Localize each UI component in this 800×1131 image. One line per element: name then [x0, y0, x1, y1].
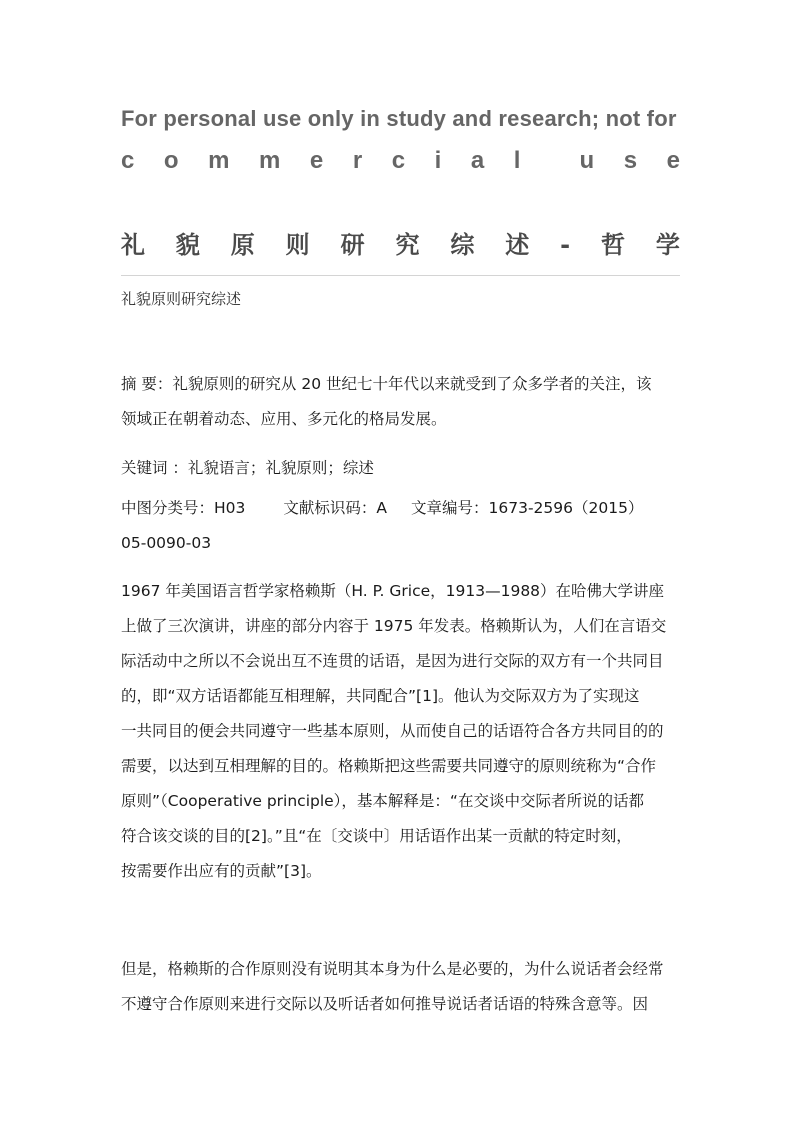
usage-notice-letter: i [434, 147, 442, 174]
title-char: 则 [285, 231, 310, 259]
body-line: 上做了三次演讲，讲座的部分内容于 1975 年发表。格赖斯认为，人们在言语交 [121, 617, 667, 635]
document-subtitle: 礼貌原则研究综述 [121, 290, 242, 308]
title-char: 貌 [175, 231, 200, 259]
title-char: 研 [340, 231, 365, 259]
usage-notice-letter: r [352, 147, 363, 174]
usage-notice-letter: u [579, 147, 595, 174]
usage-notice-line-1: For personal use only in study and research; not for [121, 106, 677, 131]
body-line: 符合该交谈的目的[2]。”且“在〔交谈中〕用话语作出某一贡献的特定时刻， [121, 827, 632, 845]
usage-notice-letter: c [121, 147, 135, 174]
document-title [121, 228, 680, 262]
title-divider [121, 275, 680, 276]
title-char: 哲 [600, 231, 625, 259]
title-char: 综 [450, 231, 475, 259]
classification [121, 491, 680, 561]
body-line: 一共同目的便会共同遵守一些基本原则，从而使自己的话语符合各方共同目的的 [121, 722, 664, 740]
article-number: 文章编号：1673-2596（2015） [411, 499, 644, 517]
body-line: 际活动中之所以不会说出互不连贯的话语，是因为进行交际的双方有一个共同目 [121, 652, 664, 670]
body-line: 的，即“双方话语都能互相理解，共同配合”[1]。他认为交际双方为了实现这 [121, 687, 640, 705]
usage-notice-letter: l [513, 147, 521, 174]
body-line: 但是，格赖斯的合作原则没有说明其本身为什么是必要的，为什么说话者会经常 [121, 960, 664, 978]
usage-notice-letter: m [259, 147, 281, 174]
title-char: 述 [505, 231, 530, 259]
clc-number: 中图分类号：H03 [121, 499, 246, 517]
title-char: 礼 [121, 231, 145, 259]
usage-notice-line-2 [121, 146, 680, 176]
usage-notice-letter: e [309, 147, 324, 174]
body-line: 原则”（Cooperative principle），基本解释是：“在交谈中交际者所说的话都 [121, 792, 644, 810]
article-number-continued: 05-0090-03 [121, 534, 212, 552]
usage-notice-letter: a [470, 147, 485, 174]
usage-notice-letter: s [623, 147, 638, 174]
body-line: 按需要作出应有的贡献”[3]。 [121, 862, 322, 880]
body-line: 1967 年美国语言哲学家格赖斯（H. P. Grice，1913—1988）在哈佛大学讲座 [121, 582, 665, 600]
title-char: 原 [230, 231, 255, 259]
body-line: 不遵守合作原则来进行交际以及听话者如何推导说话者话语的特殊含意等。因 [121, 995, 649, 1013]
body-paragraph-2 [121, 952, 680, 1022]
title-char: 究 [395, 231, 420, 259]
document-code: 文献标识码：A [283, 499, 387, 517]
title-char: - [560, 231, 571, 259]
usage-notice-letter: c [391, 147, 406, 174]
document-page [121, 0, 680, 1131]
keywords: 关键词 ：礼貌语言；礼貌原则；综述 [121, 459, 374, 477]
abstract-line: 摘 要：礼貌原则的研究从 20 世纪七十年代以来就受到了众多学者的关注，该 [121, 375, 652, 393]
abstract [121, 367, 680, 437]
classification-line [121, 491, 680, 526]
usage-notice-letter: o [163, 147, 179, 174]
body-line: 需要，以达到互相理解的目的。格赖斯把这些需要共同遵守的原则统称为“合作 [121, 757, 657, 775]
title-char: 学 [655, 231, 680, 259]
usage-notice-letter: e [666, 147, 680, 174]
usage-notice-letter: m [208, 147, 230, 174]
abstract-line: 领域正在朝着动态、应用、多元化的格局发展。 [121, 410, 447, 428]
body-paragraph-1 [121, 574, 680, 889]
